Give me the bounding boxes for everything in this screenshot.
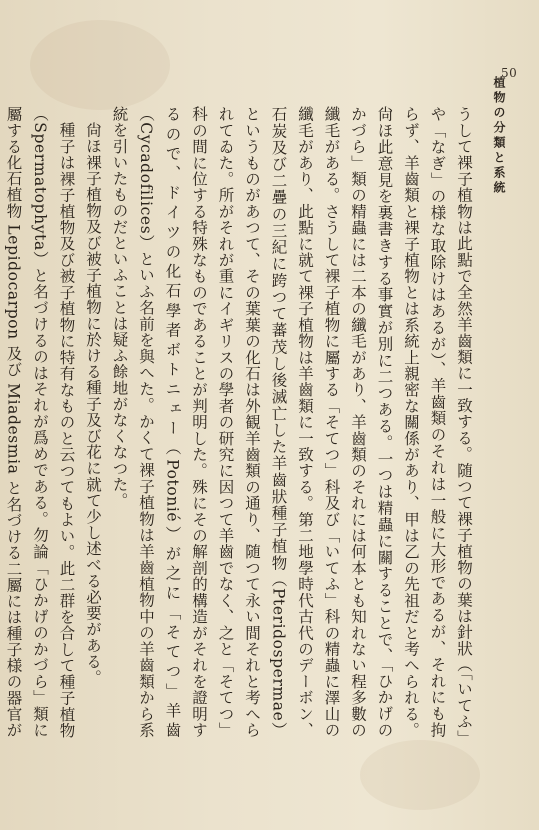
paragraph-2: 尙ほ裸子植物及び被子植物に於ける種子及び花に就て少し述べる必要がある。 — [84, 121, 102, 685]
page-number: 50 — [501, 66, 518, 80]
paper-stain — [360, 740, 480, 810]
paragraph-3: 種子は裸子植物及び被子植物に特有なものと云つてもよい。此二群を合して種子植物（Spermatophyta）と名づけるのはそれが爲めである。勿論「ひかげのかづら」類に屬する化石植物 Lepidocarpon 及び Miadesmia と名づける二屬には種子様の器官が — [4, 106, 76, 738]
running-head: 植物の分類と系統 — [492, 76, 506, 196]
paragraph-1: うして裸子植物は此點で全然羊齒類に一致する。随つて裸子植物の葉は針狀（「いてふ」や「なぎ」の様な取除けはあるが）、羊齒類のそれは一般に大形であるが、それにも拘らず、羊齒類と裸子植物とは系統上親密な關係があり、甲は乙の先祖だと考へられる。尙ほ此意見を裏書きする事實が別に二つある。一つは精蟲に關することで、「ひかげのかづら」類の精蟲には二本の纖毛があり、羊齒類のそれには何本とも知れない程多數の纖毛がある。さうして裸子植物に屬する「そてつ」科及び「いてふ」科の精蟲に澤山の纖毛があり、此點に就て裸子植物は羊齒類に一致する。第二地學時代古代のデーボン、石炭及び二疊の三紀に跨つて蕃茂し後滅亡した羊齒狀種子植物（Pteridospermae）というものがあつて、その葉葉の化石は外観羊齒類の通り、随つて永い間それと考へられてゐた。所がそれが重にイギリスの學者の研究に因つて羊齒でなく、之と「そてつ」科の間に位する特殊なものであることが判明した。殊にその解剖的構造がそれを證明するので、ドイツの化石學者ボトニェー（Potonié）が之に「そてつ」羊齒（Cycadofilices）といふ名前を與へた。かくて裸子植物は羊齒植物中の羊齒類から系統を引いたものだといふことは疑ふ餘地がなくなつた。 — [110, 106, 473, 738]
paper-stain — [30, 20, 170, 110]
body-text — [0, 106, 477, 738]
